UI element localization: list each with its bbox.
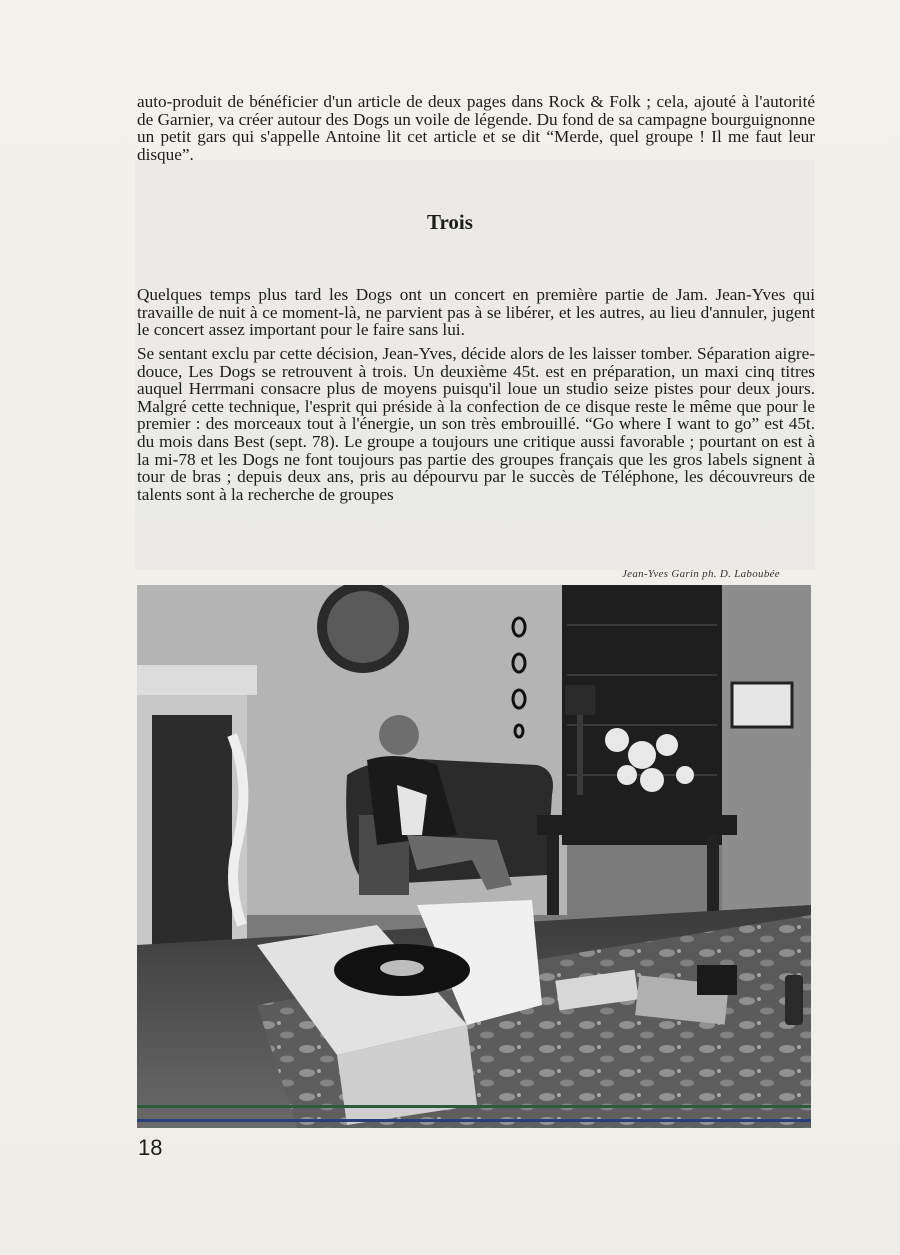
body-paragraph-2: Se sentant exclu par cette décision, Jean-Yves, décide alors de les laisser tomber. Séparation aigre-douce, Les Dogs se retrouvent à trois. Un deuxième 45t. est en préparation, un maxi cinq titres auquel Herrmani consacre plus de moyens puisqu'il loue un studio seize pistes pour deux jours. Malgré cette technique, l'esprit qui préside à la confection de ce disque reste le même que pour le premier : des morceaux tout à l'énergie, un son très embrouillé. “Go where I want to go” est 45t. du mois dans Best (sept. 78). Le groupe a toujours une critique aussi favorable ; pourtant on est à la mi-78 et les Dogs ne font toujours pas partie des groupes français que les gros labels signent à tour de bras ; depuis deux ans, pris au dépourvu par le succès de Téléphone, les découvreurs de talents sont à la recherche de groupes	[137, 344, 815, 504]
page-number: 18	[138, 1135, 163, 1160]
body-paragraph-1: Quelques temps plus tard les Dogs ont un concert en première partie de Jam. Jean-Yves qui travaille de nuit à ce moment-là, ne parvient pas à se libérer, et les autres, au lieu d'annuler, jugent le concert assez important pour le faire sans lui.	[137, 285, 815, 340]
photograph	[137, 585, 811, 1128]
photo-caption: Jean-Yves Garin ph. D. Laboubée	[622, 568, 780, 580]
section-heading: Trois	[427, 210, 473, 234]
photo-illustration-icon	[137, 585, 811, 1128]
intro-paragraph: auto-produit de bénéficier d'un article de deux pages dans Rock & Folk ; cela, ajouté à l'autorité de Garnier, va créer autour des Dogs un voile de légende. Du fond de sa campagne bourguignonne un petit gars qui s'appelle Antoine lit cet article et se dit “Merde, quel groupe ! Il me faut leur disque”.	[137, 92, 815, 164]
